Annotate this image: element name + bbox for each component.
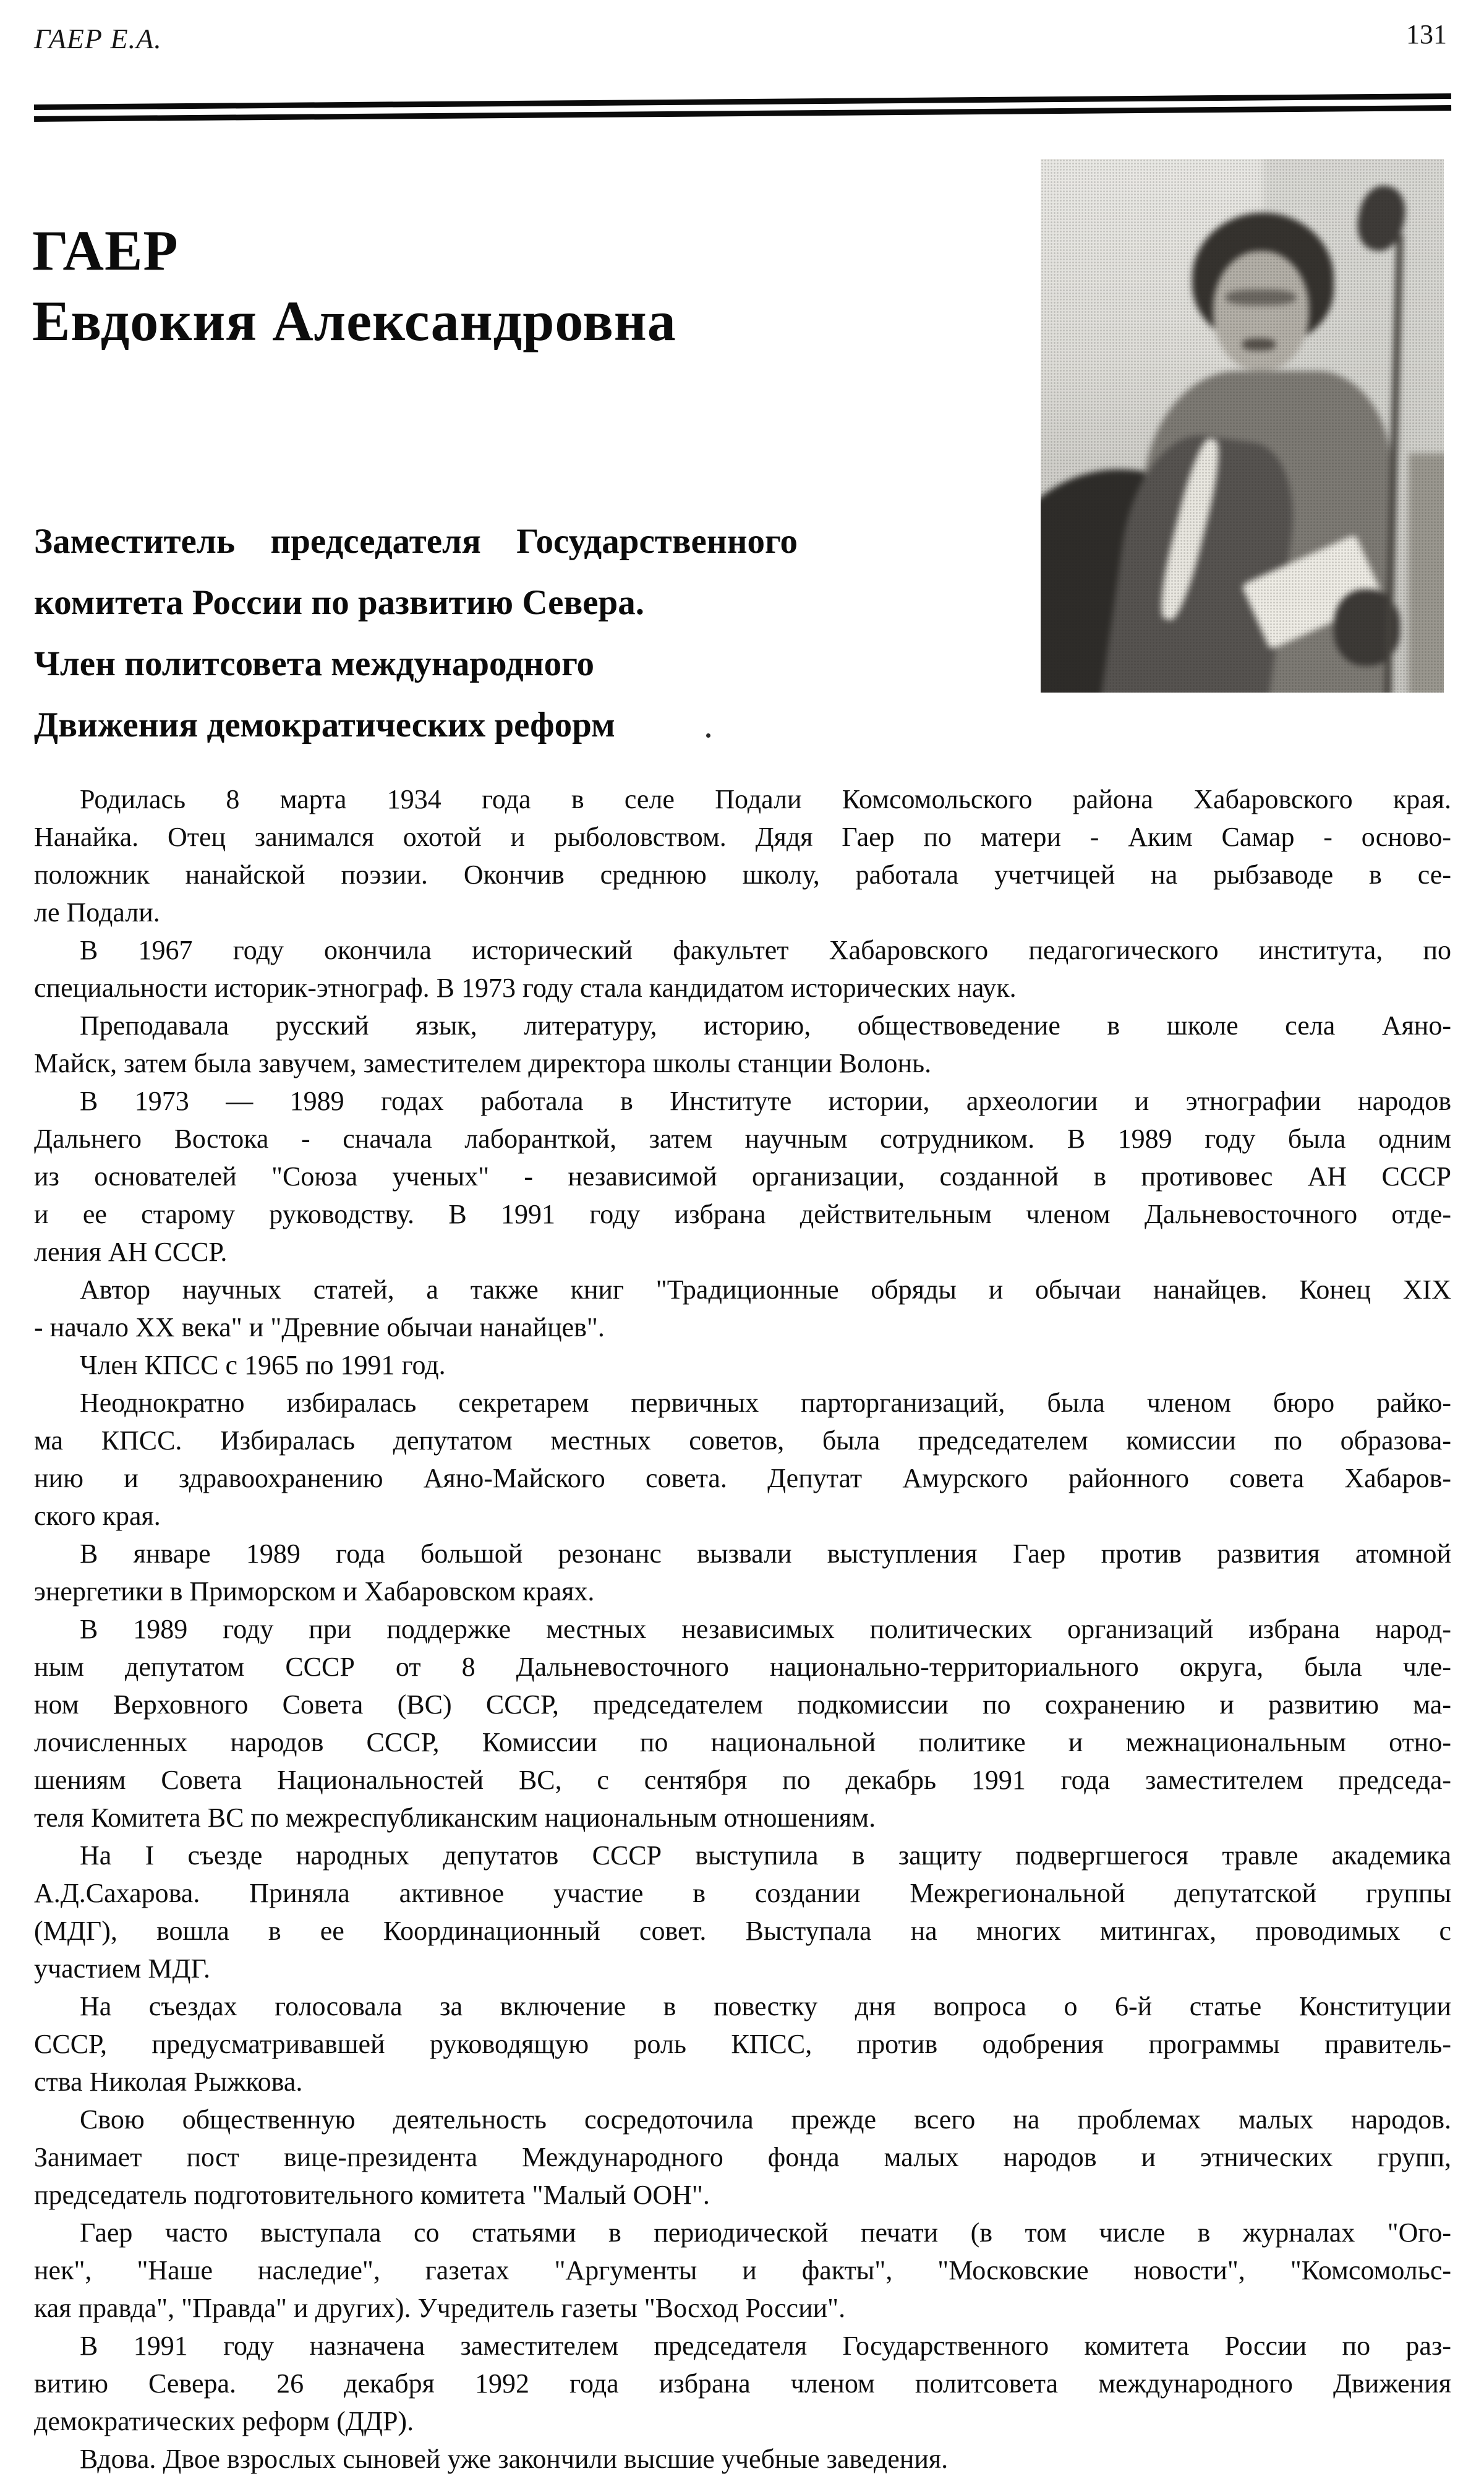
header-double-rule <box>34 93 1451 122</box>
text-line: В 1991 году назначена заместителем председателя Государственного комитета России по раз- <box>80 2331 1451 2361</box>
text-line: ле Подали. <box>34 897 160 928</box>
text-line: положник нанайской поэзии. Окончив среднюю школу, работала учетчицей на рыбзаводе в се- <box>34 860 1451 890</box>
text-line: Вдова. Двое взрослых сыновей уже закончили высшие учебные заведения. <box>80 2444 949 2474</box>
text-line: витию Севера. 26 декабря 1992 года избрана членом политсовета международного Движения <box>34 2368 1451 2399</box>
running-title: ГАЕР Е.А. <box>34 23 162 54</box>
text-line: В 1989 году при поддержке местных независимых политических организаций избрана народ- <box>80 1614 1451 1644</box>
text-line: Автор научных статей, а также книг "Традиционные обряды и обычаи нанайцев. Конец XIX <box>80 1274 1451 1305</box>
text-line: нию и здравоохранению Аяно-Майского совета. Депутат Амурского районного совета Хабаров- <box>34 1463 1451 1493</box>
text-line: Свою общественную деятельность сосредоточила прежде всего на проблемах малых народов. <box>80 2104 1451 2135</box>
text-line: теля Комитета ВС по межреспубликанским национальным отношениям. <box>34 1803 876 1833</box>
biography-text <box>34 780 1451 2478</box>
paragraph <box>34 1384 1451 1535</box>
text-line: На съездах голосовала за включение в повестку дня вопроса о 6-й статье Конституции <box>80 1991 1451 2021</box>
text-line: Майск, затем была завучем, заместителем директора школы станции Волонь. <box>34 1048 932 1078</box>
text-line: На I съезде народных депутатов СССР выступила в защиту подвергшегося травле академика <box>80 1840 1451 1871</box>
text-line: из основателей "Союза ученых" - независимой организации, созданной в противовес АН СССР <box>34 1161 1451 1192</box>
paragraph <box>34 1535 1451 1610</box>
text-line: кая правда", "Правда" и других). Учредитель газеты "Восход России". <box>34 2293 846 2323</box>
text-line: В 1973 — 1989 годах работала в Институте истории, археологии и этнографии народов <box>80 1086 1451 1116</box>
paragraph <box>34 1987 1451 2101</box>
text-line: Член политсовета международного <box>34 644 595 683</box>
paragraph <box>34 1271 1451 1346</box>
text-line: А.Д.Сахарова. Приняла активное участие в создании Межрегиональной депутатской группы <box>34 1878 1451 1908</box>
portrait-photo <box>1041 159 1444 693</box>
paragraph <box>34 2327 1451 2440</box>
text-line: участием МДГ. <box>34 1953 210 1984</box>
paragraph <box>34 1346 1451 1384</box>
text-line: председатель подготовительного комитета "Малый ООН". <box>34 2180 710 2210</box>
text-line: Неоднократно избиралась секретарем первичных парторганизаций, была членом бюро райко- <box>80 1388 1451 1418</box>
text-line: СССР, предусматривавшей руководящую роль КПСС, против одобрения программы правитель- <box>34 2029 1451 2059</box>
text-line: Гаер часто выступала со статьями в периодической печати (в том числе в журналах "Ого- <box>80 2217 1451 2248</box>
paragraph <box>34 2214 1451 2327</box>
text-line: энергетики в Приморском и Хабаровском краях. <box>34 1576 595 1607</box>
paragraph <box>34 2101 1451 2214</box>
text-line: ма КПСС. Избиралась депутатом местных советов, была председателем комиссии по образова- <box>34 1425 1451 1456</box>
text-line: демократических реформ (ДДР). <box>34 2406 414 2436</box>
page-number: 131 <box>1406 19 1447 49</box>
text-line: ления АН СССР. <box>34 1237 228 1267</box>
text-line: ства Николая Рыжкова. <box>34 2067 303 2097</box>
text-line: Движения демократических реформ <box>34 706 615 745</box>
position-block <box>34 511 798 756</box>
paragraph <box>34 1837 1451 1987</box>
person-given-names: Евдокия Александровна <box>32 289 676 352</box>
paragraph <box>34 2440 1451 2478</box>
paragraph <box>34 780 1451 931</box>
text-line: ным депутатом СССР от 8 Дальневосточного национально-территориального округа, была чле- <box>34 1652 1451 1682</box>
text-line: и ее старому руководству. В 1991 году избрана действительным членом Дальневосточного отде- <box>34 1199 1451 1229</box>
paragraph <box>34 1007 1451 1082</box>
text-line: - начало XX века" и "Древние обычаи нанайцев". <box>34 1312 605 1342</box>
text-line: ном Верховного Совета (ВС) СССР, председателем подкомиссии по сохранению и развитию ма- <box>34 1689 1451 1720</box>
paragraph <box>34 1082 1451 1271</box>
text-line: Член КПСС с 1965 по 1991 год. <box>80 1350 446 1380</box>
text-line: ского края. <box>34 1501 161 1531</box>
halftone-texture <box>1041 159 1444 693</box>
text-line: Преподавала русский язык, литературу, историю, обществоведение в школе села Аяно- <box>80 1010 1451 1041</box>
text-line: В 1967 году окончила исторический факультет Хабаровского педагогического института, по <box>80 935 1451 965</box>
text-line: Родилась 8 марта 1934 года в селе Подали Комсомольского района Хабаровского края. <box>80 784 1451 814</box>
text-line: шениям Совета Национальностей ВС, с сентября по декабрь 1991 года заместителем председа- <box>34 1765 1451 1795</box>
person-name <box>32 215 676 356</box>
text-line: Нанайка. Отец занимался охотой и рыболовством. Дядя Гаер по матери - Аким Самар - осново- <box>34 822 1451 852</box>
text-line: В январе 1989 года большой резонанс вызвали выступления Гаер против развития атомной <box>80 1538 1451 1569</box>
text-line: Дальнего Востока - сначала лаборанткой, затем научным сотрудником. В 1989 году была одним <box>34 1124 1451 1154</box>
text-line: (МДГ), вошла в ее Координационный совет. Выступала на многих митингах, проводимых с <box>34 1916 1451 1946</box>
paragraph <box>34 1610 1451 1837</box>
text-line: специальности историк-этнограф. В 1973 году стала кандидатом исторических наук. <box>34 973 1017 1003</box>
paragraph <box>34 931 1451 1007</box>
text-line: нек", "Наше наследие", газетах "Аргументы и факты", "Московские новости", "Комсомольс- <box>34 2255 1451 2285</box>
scan-artifact-dot <box>706 733 710 738</box>
text-line: лочисленных народов СССР, Комиссии по национальной политике и межнациональным отно- <box>34 1727 1451 1757</box>
person-surname: ГАЕР <box>32 219 179 282</box>
text-line: Заместитель председателя Государственного <box>34 522 798 561</box>
text-line: Занимает пост вице-президента Международного фонда малых народов и этнических групп, <box>34 2142 1451 2172</box>
text-line: комитета России по развитию Севера. <box>34 583 645 622</box>
